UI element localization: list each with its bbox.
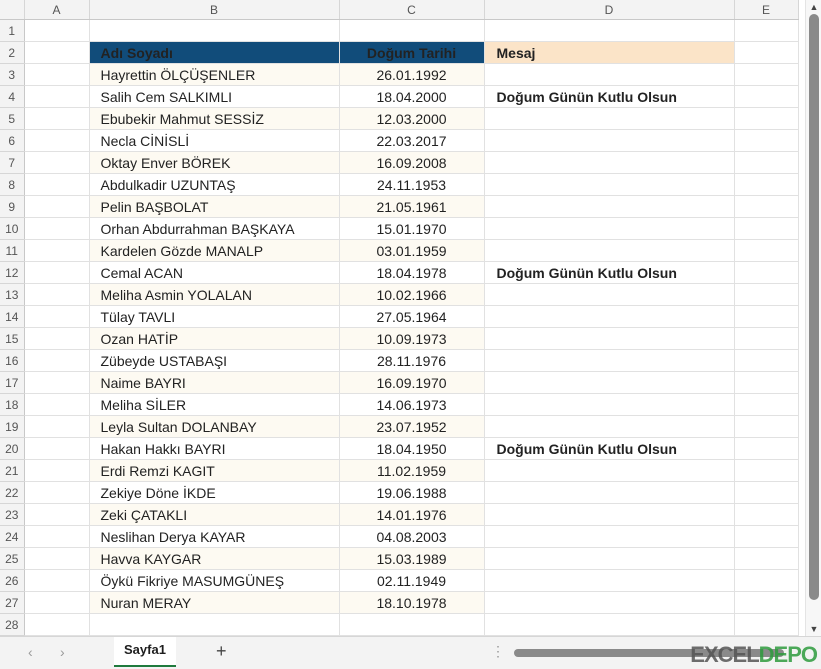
cell[interactable] [734, 416, 798, 438]
date-cell[interactable]: 10.09.1973 [339, 328, 484, 350]
cell[interactable] [734, 152, 798, 174]
date-cell[interactable]: 14.06.1973 [339, 394, 484, 416]
message-cell[interactable] [484, 284, 734, 306]
message-cell[interactable]: Doğum Günün Kutlu Olsun [484, 438, 734, 460]
row-header[interactable]: 6 [0, 130, 24, 152]
date-cell[interactable]: 11.02.1959 [339, 460, 484, 482]
row-header[interactable]: 26 [0, 570, 24, 592]
table-row [0, 306, 798, 328]
cell[interactable] [734, 482, 798, 504]
row-header[interactable]: 24 [0, 526, 24, 548]
name-cell[interactable]: Zübeyde USTABAŞI [89, 350, 339, 372]
row-header[interactable]: 19 [0, 416, 24, 438]
date-cell[interactable]: 16.09.1970 [339, 372, 484, 394]
date-cell[interactable]: 27.05.1964 [339, 306, 484, 328]
cell[interactable] [24, 262, 89, 284]
cell[interactable] [734, 526, 798, 548]
date-cell[interactable]: 03.01.1959 [339, 240, 484, 262]
date-cell[interactable]: 21.05.1961 [339, 196, 484, 218]
add-sheet-button[interactable]: + [216, 641, 227, 661]
cell[interactable] [24, 174, 89, 196]
cell[interactable] [339, 614, 484, 636]
cell[interactable] [734, 372, 798, 394]
row-header[interactable]: 12 [0, 262, 24, 284]
row-header[interactable]: 5 [0, 108, 24, 130]
cell[interactable] [24, 416, 89, 438]
message-cell[interactable] [484, 218, 734, 240]
message-cell[interactable] [484, 130, 734, 152]
cell[interactable] [734, 284, 798, 306]
message-cell[interactable] [484, 64, 734, 86]
date-cell[interactable]: 14.01.1976 [339, 504, 484, 526]
table-row [0, 482, 798, 504]
cell[interactable] [24, 614, 89, 636]
cell[interactable] [89, 614, 339, 636]
name-cell[interactable]: Havva KAYGAR [89, 548, 339, 570]
row-header[interactable]: 14 [0, 306, 24, 328]
name-cell[interactable]: Salih Cem SALKIMLI [89, 86, 339, 108]
table-row [0, 460, 798, 482]
cell[interactable] [24, 240, 89, 262]
message-cell[interactable] [484, 174, 734, 196]
name-cell[interactable]: Ebubekir Mahmut SESSİZ [89, 108, 339, 130]
cell[interactable] [24, 218, 89, 240]
cell[interactable] [734, 614, 798, 636]
name-cell[interactable]: Orhan Abdurrahman BAŞKAYA [89, 218, 339, 240]
cell[interactable] [24, 86, 89, 108]
cell[interactable] [24, 42, 89, 64]
cell[interactable] [24, 504, 89, 526]
date-cell[interactable]: 28.11.1976 [339, 350, 484, 372]
cell[interactable] [734, 570, 798, 592]
table-row [0, 592, 798, 614]
row-header[interactable]: 11 [0, 240, 24, 262]
name-cell[interactable]: Necla CİNİSLİ [89, 130, 339, 152]
cell[interactable] [24, 130, 89, 152]
date-cell[interactable]: 10.02.1966 [339, 284, 484, 306]
message-cell[interactable] [484, 548, 734, 570]
row-header[interactable]: 23 [0, 504, 24, 526]
message-cell[interactable] [484, 592, 734, 614]
message-cell[interactable] [484, 526, 734, 548]
cell[interactable] [734, 240, 798, 262]
scroll-up-icon[interactable]: ▲ [809, 2, 819, 12]
table-row [0, 548, 798, 570]
message-cell[interactable] [484, 350, 734, 372]
name-cell[interactable]: Nuran MERAY [89, 592, 339, 614]
cell[interactable] [734, 42, 798, 64]
date-cell[interactable]: 02.11.1949 [339, 570, 484, 592]
watermark-part2: DEPO [758, 642, 817, 667]
table-row [0, 174, 798, 196]
cell[interactable] [734, 350, 798, 372]
date-cell[interactable]: 15.01.1970 [339, 218, 484, 240]
tab-split-handle-icon[interactable]: ⋮ [491, 643, 505, 659]
cell[interactable] [24, 548, 89, 570]
vertical-scroll-thumb[interactable] [809, 14, 819, 600]
header-message-cell[interactable]: Mesaj [484, 42, 734, 64]
name-cell[interactable]: Oktay Enver BÖREK [89, 152, 339, 174]
cell[interactable] [734, 64, 798, 86]
row-header[interactable]: 13 [0, 284, 24, 306]
name-cell[interactable]: Pelin BAŞBOLAT [89, 196, 339, 218]
name-cell[interactable]: Ozan HATİP [89, 328, 339, 350]
cell[interactable] [734, 460, 798, 482]
cell[interactable] [734, 108, 798, 130]
watermark-part1: EXCEL [690, 642, 759, 667]
message-cell[interactable] [484, 152, 734, 174]
date-cell[interactable]: 18.10.1978 [339, 592, 484, 614]
table-row [0, 526, 798, 548]
message-cell[interactable] [484, 482, 734, 504]
table-row [0, 350, 798, 372]
message-cell[interactable] [484, 460, 734, 482]
row-header[interactable]: 2 [0, 42, 24, 64]
date-cell[interactable]: 26.01.1992 [339, 64, 484, 86]
cell[interactable] [734, 438, 798, 460]
table-row [0, 328, 798, 350]
message-cell[interactable]: Doğum Günün Kutlu Olsun [484, 86, 734, 108]
cell[interactable] [734, 196, 798, 218]
cell[interactable] [24, 306, 89, 328]
cell[interactable] [24, 394, 89, 416]
date-cell[interactable]: 04.08.2003 [339, 526, 484, 548]
cell[interactable] [734, 306, 798, 328]
column-header-b[interactable]: B [89, 0, 339, 20]
message-cell[interactable] [484, 504, 734, 526]
message-cell[interactable] [484, 328, 734, 350]
table-row [0, 240, 798, 262]
cell[interactable] [24, 570, 89, 592]
row-header[interactable]: 16 [0, 350, 24, 372]
cell[interactable] [734, 130, 798, 152]
date-cell[interactable]: 18.04.1978 [339, 262, 484, 284]
name-cell[interactable]: Hayrettin ÖLÇÜŞENLER [89, 64, 339, 86]
cell[interactable] [24, 372, 89, 394]
date-cell[interactable]: 15.03.1989 [339, 548, 484, 570]
name-cell[interactable]: Leyla Sultan DOLANBAY [89, 416, 339, 438]
message-cell[interactable] [484, 108, 734, 130]
header-date-cell[interactable]: Doğum Tarihi [339, 42, 484, 64]
cell[interactable] [24, 438, 89, 460]
table-row [0, 394, 798, 416]
cell[interactable] [24, 526, 89, 548]
cell[interactable] [24, 284, 89, 306]
cell[interactable] [734, 504, 798, 526]
date-cell[interactable]: 22.03.2017 [339, 130, 484, 152]
table-row [0, 196, 798, 218]
table-row [0, 416, 798, 438]
cell[interactable] [734, 20, 798, 42]
message-cell[interactable] [484, 372, 734, 394]
scroll-down-icon[interactable]: ▼ [809, 624, 819, 634]
cell[interactable] [24, 152, 89, 174]
column-header-c[interactable]: C [339, 0, 484, 20]
vertical-scrollbar[interactable] [805, 0, 821, 636]
cell[interactable] [24, 196, 89, 218]
message-cell[interactable] [484, 196, 734, 218]
row-header[interactable]: 22 [0, 482, 24, 504]
column-header-a[interactable]: A [24, 0, 89, 20]
table-row [0, 130, 798, 152]
message-cell[interactable] [484, 306, 734, 328]
cell[interactable] [734, 86, 798, 108]
cell[interactable] [24, 328, 89, 350]
message-cell[interactable] [484, 240, 734, 262]
table-row [0, 108, 798, 130]
sheet-tab-sayfa1[interactable]: Sayfa1 [114, 637, 176, 667]
date-cell[interactable]: 18.04.1950 [339, 438, 484, 460]
cell[interactable] [24, 20, 89, 42]
row-header[interactable]: 3 [0, 64, 24, 86]
cell[interactable] [89, 20, 339, 42]
row-header[interactable]: 18 [0, 394, 24, 416]
table-row [0, 152, 798, 174]
date-cell[interactable]: 24.11.1953 [339, 174, 484, 196]
name-cell[interactable]: Neslihan Derya KAYAR [89, 526, 339, 548]
cell[interactable] [734, 548, 798, 570]
select-all-corner[interactable] [0, 0, 24, 20]
row-header[interactable]: 8 [0, 174, 24, 196]
cell[interactable] [24, 64, 89, 86]
name-cell[interactable]: Zeki ÇATAKLI [89, 504, 339, 526]
cell[interactable] [24, 108, 89, 130]
name-cell[interactable]: Meliha Asmin YOLALAN [89, 284, 339, 306]
row-header[interactable]: 21 [0, 460, 24, 482]
row-header[interactable]: 7 [0, 152, 24, 174]
name-cell[interactable]: Kardelen Gözde MANALP [89, 240, 339, 262]
name-cell[interactable]: Meliha SİLER [89, 394, 339, 416]
cell[interactable] [24, 350, 89, 372]
next-sheet-icon[interactable]: › [60, 644, 65, 660]
cell[interactable] [484, 20, 734, 42]
cell[interactable] [734, 592, 798, 614]
cell[interactable] [734, 328, 798, 350]
table-row [0, 570, 798, 592]
message-cell[interactable]: Doğum Günün Kutlu Olsun [484, 262, 734, 284]
name-cell[interactable]: Naime BAYRI [89, 372, 339, 394]
name-cell[interactable]: Cemal ACAN [89, 262, 339, 284]
table-row [0, 284, 798, 306]
row-header[interactable]: 4 [0, 86, 24, 108]
name-cell[interactable]: Öykü Fikriye MASUMGÜNEŞ [89, 570, 339, 592]
row-header[interactable]: 17 [0, 372, 24, 394]
name-cell[interactable]: Erdi Remzi KAGIT [89, 460, 339, 482]
table-row [0, 438, 798, 460]
column-header-d[interactable]: D [484, 0, 734, 20]
row-header[interactable]: 27 [0, 592, 24, 614]
date-cell[interactable]: 18.04.2000 [339, 86, 484, 108]
row-header[interactable]: 15 [0, 328, 24, 350]
date-cell[interactable]: 12.03.2000 [339, 108, 484, 130]
table-row [0, 372, 798, 394]
cell[interactable] [734, 394, 798, 416]
date-cell[interactable]: 23.07.1952 [339, 416, 484, 438]
row-header[interactable]: 28 [0, 614, 24, 636]
date-cell[interactable]: 16.09.2008 [339, 152, 484, 174]
row-header[interactable]: 25 [0, 548, 24, 570]
column-header-e[interactable]: E [734, 0, 798, 20]
watermark-logo [690, 642, 817, 668]
name-cell[interactable]: Abdulkadir UZUNTAŞ [89, 174, 339, 196]
table-row [0, 504, 798, 526]
cell[interactable] [24, 460, 89, 482]
cell[interactable] [24, 482, 89, 504]
message-cell[interactable] [484, 416, 734, 438]
row-header[interactable]: 10 [0, 218, 24, 240]
name-cell[interactable]: Hakan Hakkı BAYRI [89, 438, 339, 460]
sheet-tab-bar [0, 636, 821, 669]
prev-sheet-icon[interactable]: ‹ [28, 644, 33, 660]
cell[interactable] [734, 174, 798, 196]
cell[interactable] [484, 614, 734, 636]
header-name-cell[interactable]: Adı Soyadı [89, 42, 339, 64]
message-cell[interactable] [484, 570, 734, 592]
name-cell[interactable]: Tülay TAVLI [89, 306, 339, 328]
table-row [0, 262, 798, 284]
cell[interactable] [734, 262, 798, 284]
cell[interactable] [24, 592, 89, 614]
cell[interactable] [734, 218, 798, 240]
row-header[interactable]: 1 [0, 20, 24, 42]
message-cell[interactable] [484, 394, 734, 416]
row-header[interactable]: 9 [0, 196, 24, 218]
table-row [0, 86, 798, 108]
cell[interactable] [339, 20, 484, 42]
row-header[interactable]: 20 [0, 438, 24, 460]
table-row [0, 64, 798, 86]
date-cell[interactable]: 19.06.1988 [339, 482, 484, 504]
name-cell[interactable]: Zekiye Döne İKDE [89, 482, 339, 504]
table-row [0, 218, 798, 240]
